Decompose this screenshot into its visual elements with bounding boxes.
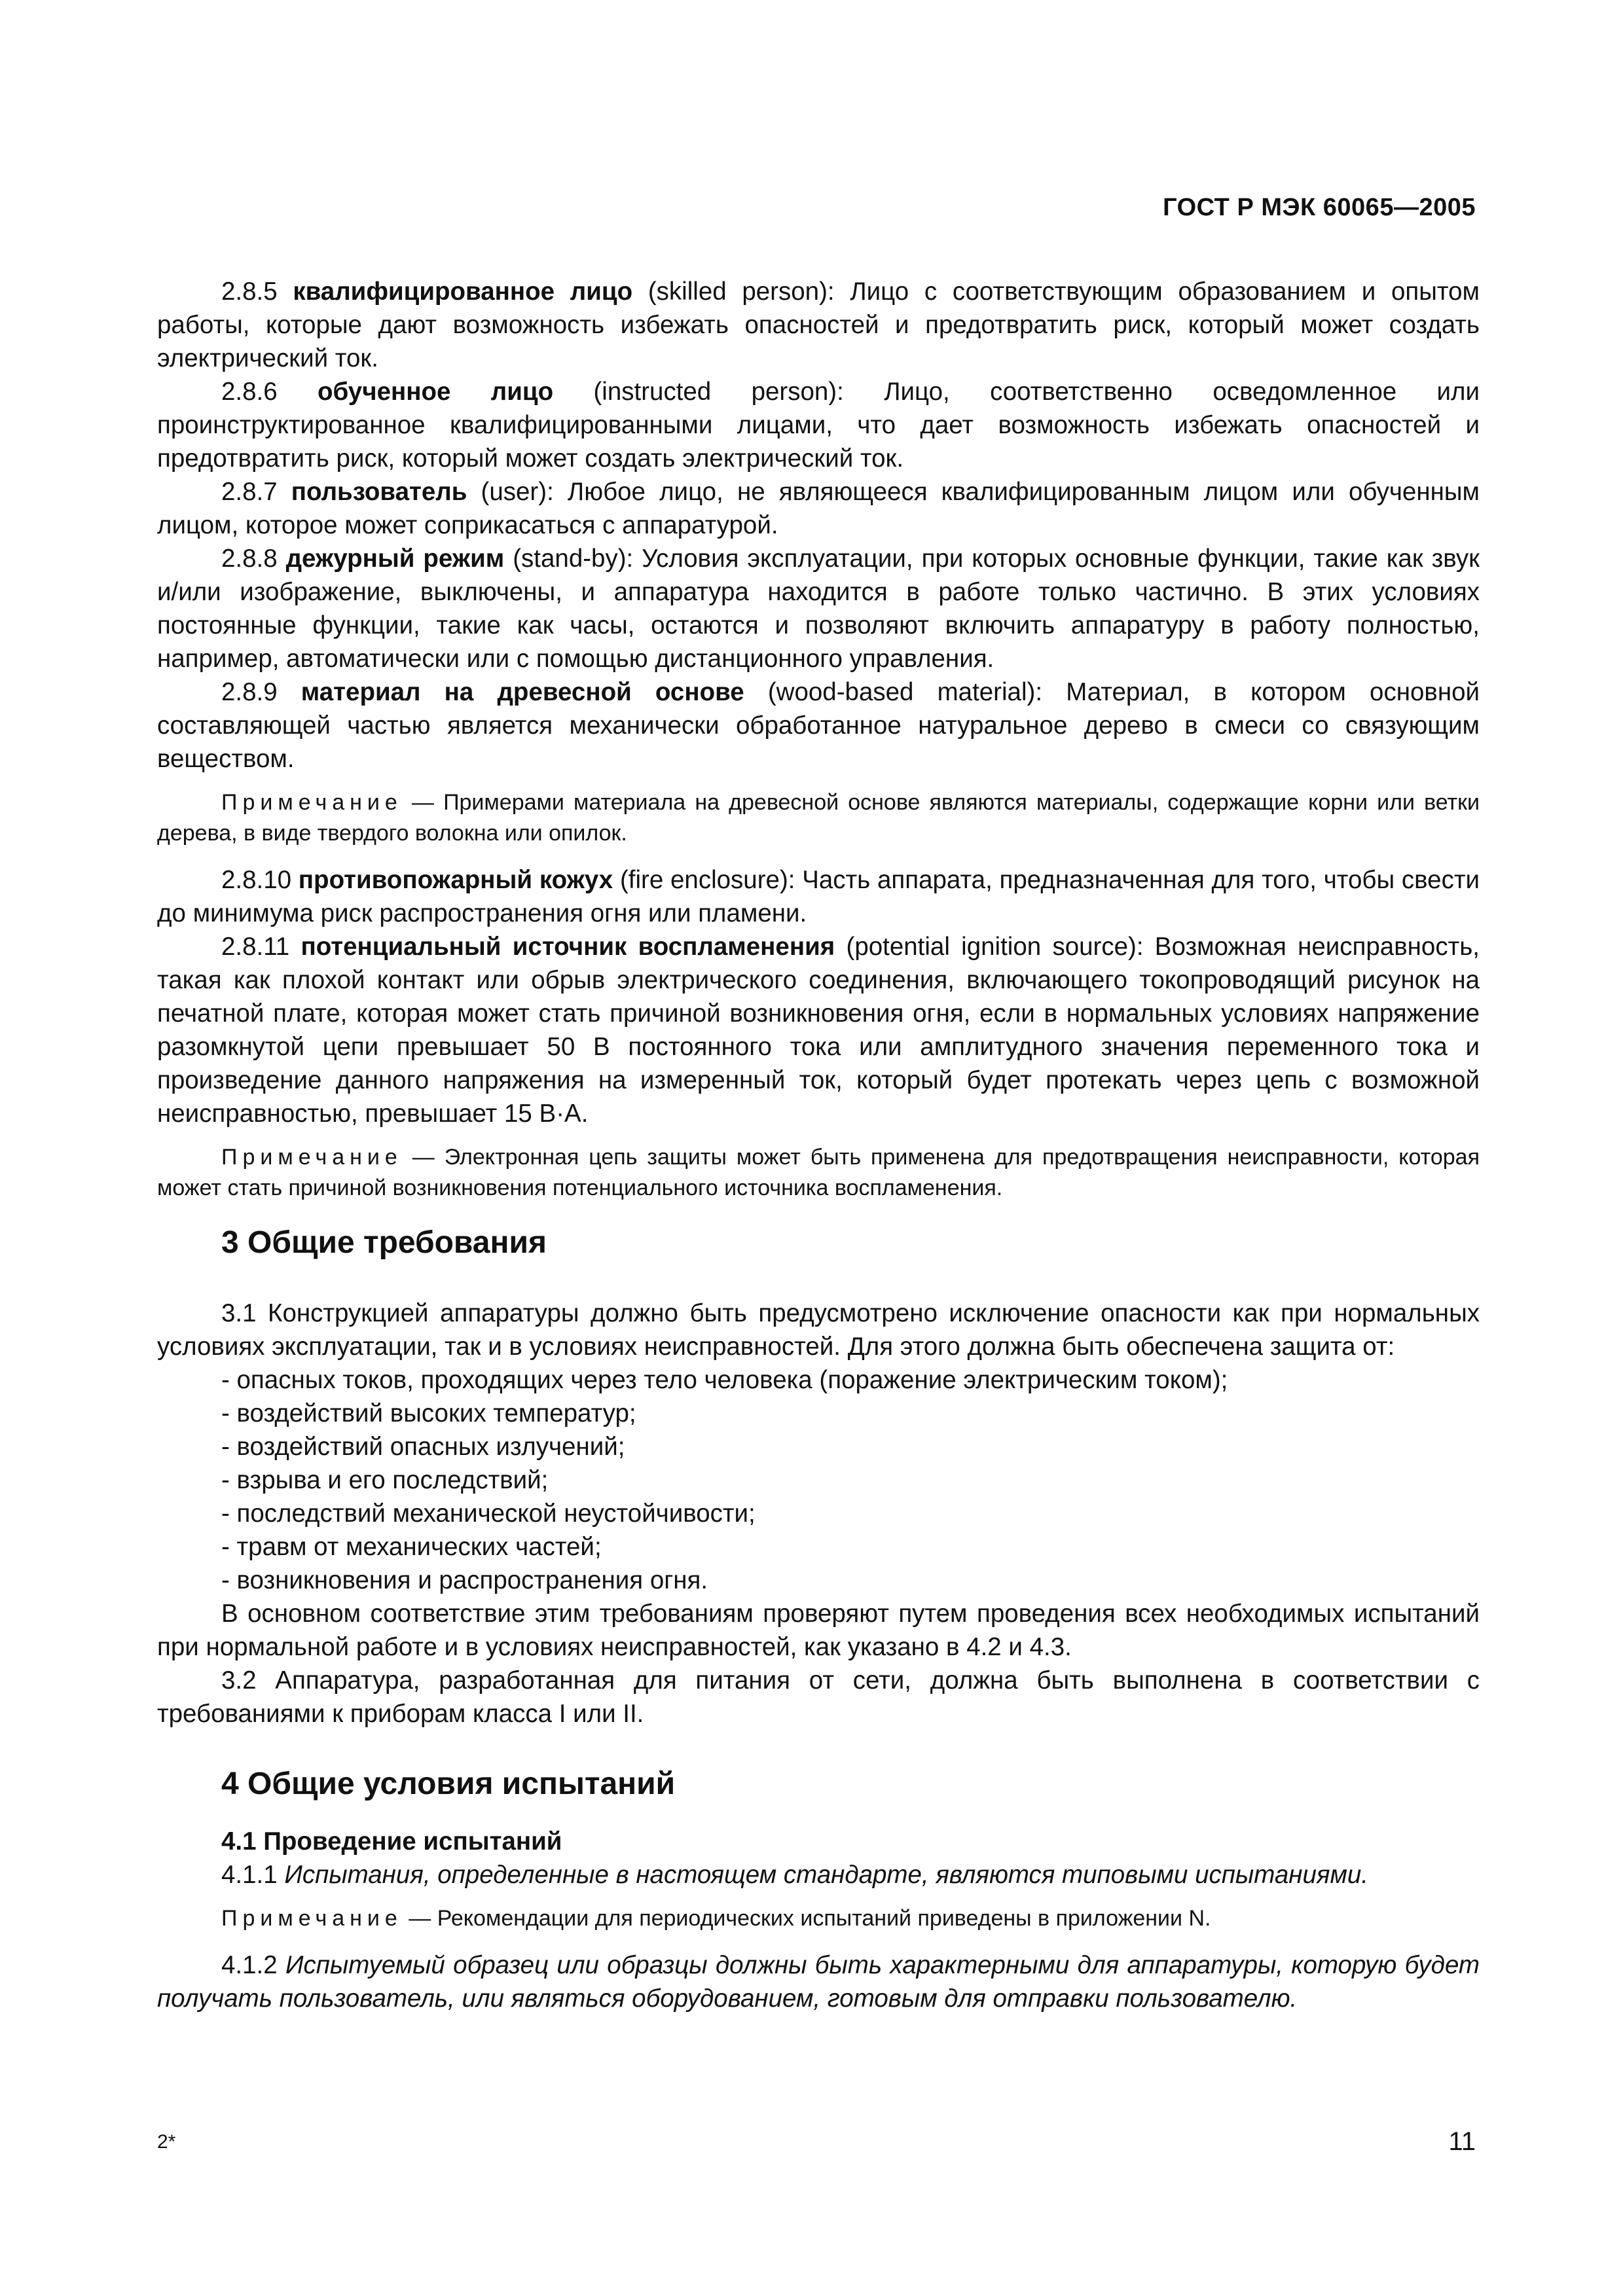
subsection-4-1-title: 4.1 Проведение испытаний [221,1827,562,1856]
page-content [157,275,1480,2015]
paragraph-4-1-1: 4.1.1 Испытания, определенные в настоящем стандарте, являются типовыми испытаниями. [221,1861,1368,1889]
list-item: - опасных токов, проходящих через тело человека (поражение электрическим током); [221,1366,1228,1394]
definition-2-8-8: 2.8.8 дежурный режим (stand-by): Условия эксплуатации, при которых основные функции, такие как звук и/или изображение, выключены, и аппаратура находится в работе только частично. В этих условиях постоянные функции, такие как часы, остаются и позволяют включить аппаратуру в работу полностью, например, автоматически или с помощью дистанционного управления. [157,545,1480,673]
document-code-header: ГОСТ Р МЭК 60065—2005 [1163,194,1476,221]
paragraph-4-1-2: 4.1.2 Испытуемый образец или образцы должны быть характерными для аппаратуры, которую будет получать пользователь, или являться оборудованием, готовым для отправки пользователю. [157,1951,1480,2013]
note-wood-material: Примечание — Примерами материала на древесной основе являются материалы, содержащие корни или ветки дерева, в виде твердого волокна или опилок. [157,790,1480,846]
definition-2-8-11: 2.8.11 потенциальный источник воспламенения (potential ignition source): Возможная неисправность, такая как плохой контакт или обрыв электрического соединения, включающего токопроводящий рисунок на печатной плате, которая может стать причиной возникновения огня, если в нормальных условиях напряжение разомкнутой цепи превышает 50 В постоянного тока или амплитудного значения переменного тока и произведение данного напряжения на измеренный ток, который будет протекать через цепь с возможной неисправностью, превышает 15 В·А. [157,933,1480,1128]
definition-2-8-7: 2.8.7 пользователь (user): Любое лицо, не являющееся квалифицированным лицом или обученным лицом, которое может соприкасаться с аппаратурой. [157,478,1480,539]
definition-2-8-5: 2.8.5 квалифицированное лицо (skilled person): Лицо с соответствующим образованием и опытом работы, которые дают возможность избежать опасностей и предотвратить риск, который может создать электрический ток. [157,278,1480,372]
list-item: - воздействий опасных излучений; [221,1433,625,1461]
list-item: - возникновения и распространения огня. [221,1566,708,1594]
note-protection-circuit: Примечание — Электронная цепь защиты может быть применена для предотвращения неисправности, которая может стать причиной возникновения потенциального источника воспламенения. [157,1145,1480,1200]
note-periodic-tests: Примечание — Рекомендации для периодических испытаний приведены в приложении N. [221,1906,1211,1931]
paragraph-3-1: 3.1 Конструкцией аппаратуры должно быть предусмотрено исключение опасности как при нормальных условиях эксплуатации, так и в условиях неисправностей. Для этого должна быть обеспечена защита от: [157,1299,1480,1361]
page-number: 11 [1448,2127,1476,2156]
paragraph-verification: В основном соответствие этим требованиям проверяют путем проведения всех необходимых испытаний при нормальной работе и в условиях неисправностей, как указано в 4.2 и 4.3. [157,1600,1480,1661]
list-item: - последствий механической неустойчивости; [221,1499,756,1528]
section-3-title: 3 Общие требования [221,1225,547,1260]
list-item: - травм от механических частей; [221,1533,602,1561]
section-4-title: 4 Общие условия испытаний [221,1767,676,1801]
definition-2-8-10: 2.8.10 противопожарный кожух (fire enclosure): Часть аппарата, предназначенная для того, чтобы свести до минимума риск распространения огня или пламени. [157,866,1480,927]
definition-2-8-9: 2.8.9 материал на древесной основе (wood-based material): Материал, в котором основной составляющей частью является механически обработанное натуральное дерево в смеси со связующим веществом. [157,678,1480,773]
list-item: - воздействий высоких температур; [221,1399,636,1427]
sheet-mark: 2* [157,2131,176,2153]
definition-2-8-6: 2.8.6 обученное лицо (instructed person): Лицо, соответственно осведомленное или проинструктированное квалифицированными лицами, что дает возможность избежать опасностей и предотвратить риск, который может создать электрический ток. [157,378,1480,473]
list-item: - взрыва и его последствий; [221,1466,549,1494]
paragraph-3-2: 3.2 Аппаратура, разработанная для питания от сети, должна быть выполнена в соответствии с требованиями к приборам класса I или II. [157,1666,1480,1728]
